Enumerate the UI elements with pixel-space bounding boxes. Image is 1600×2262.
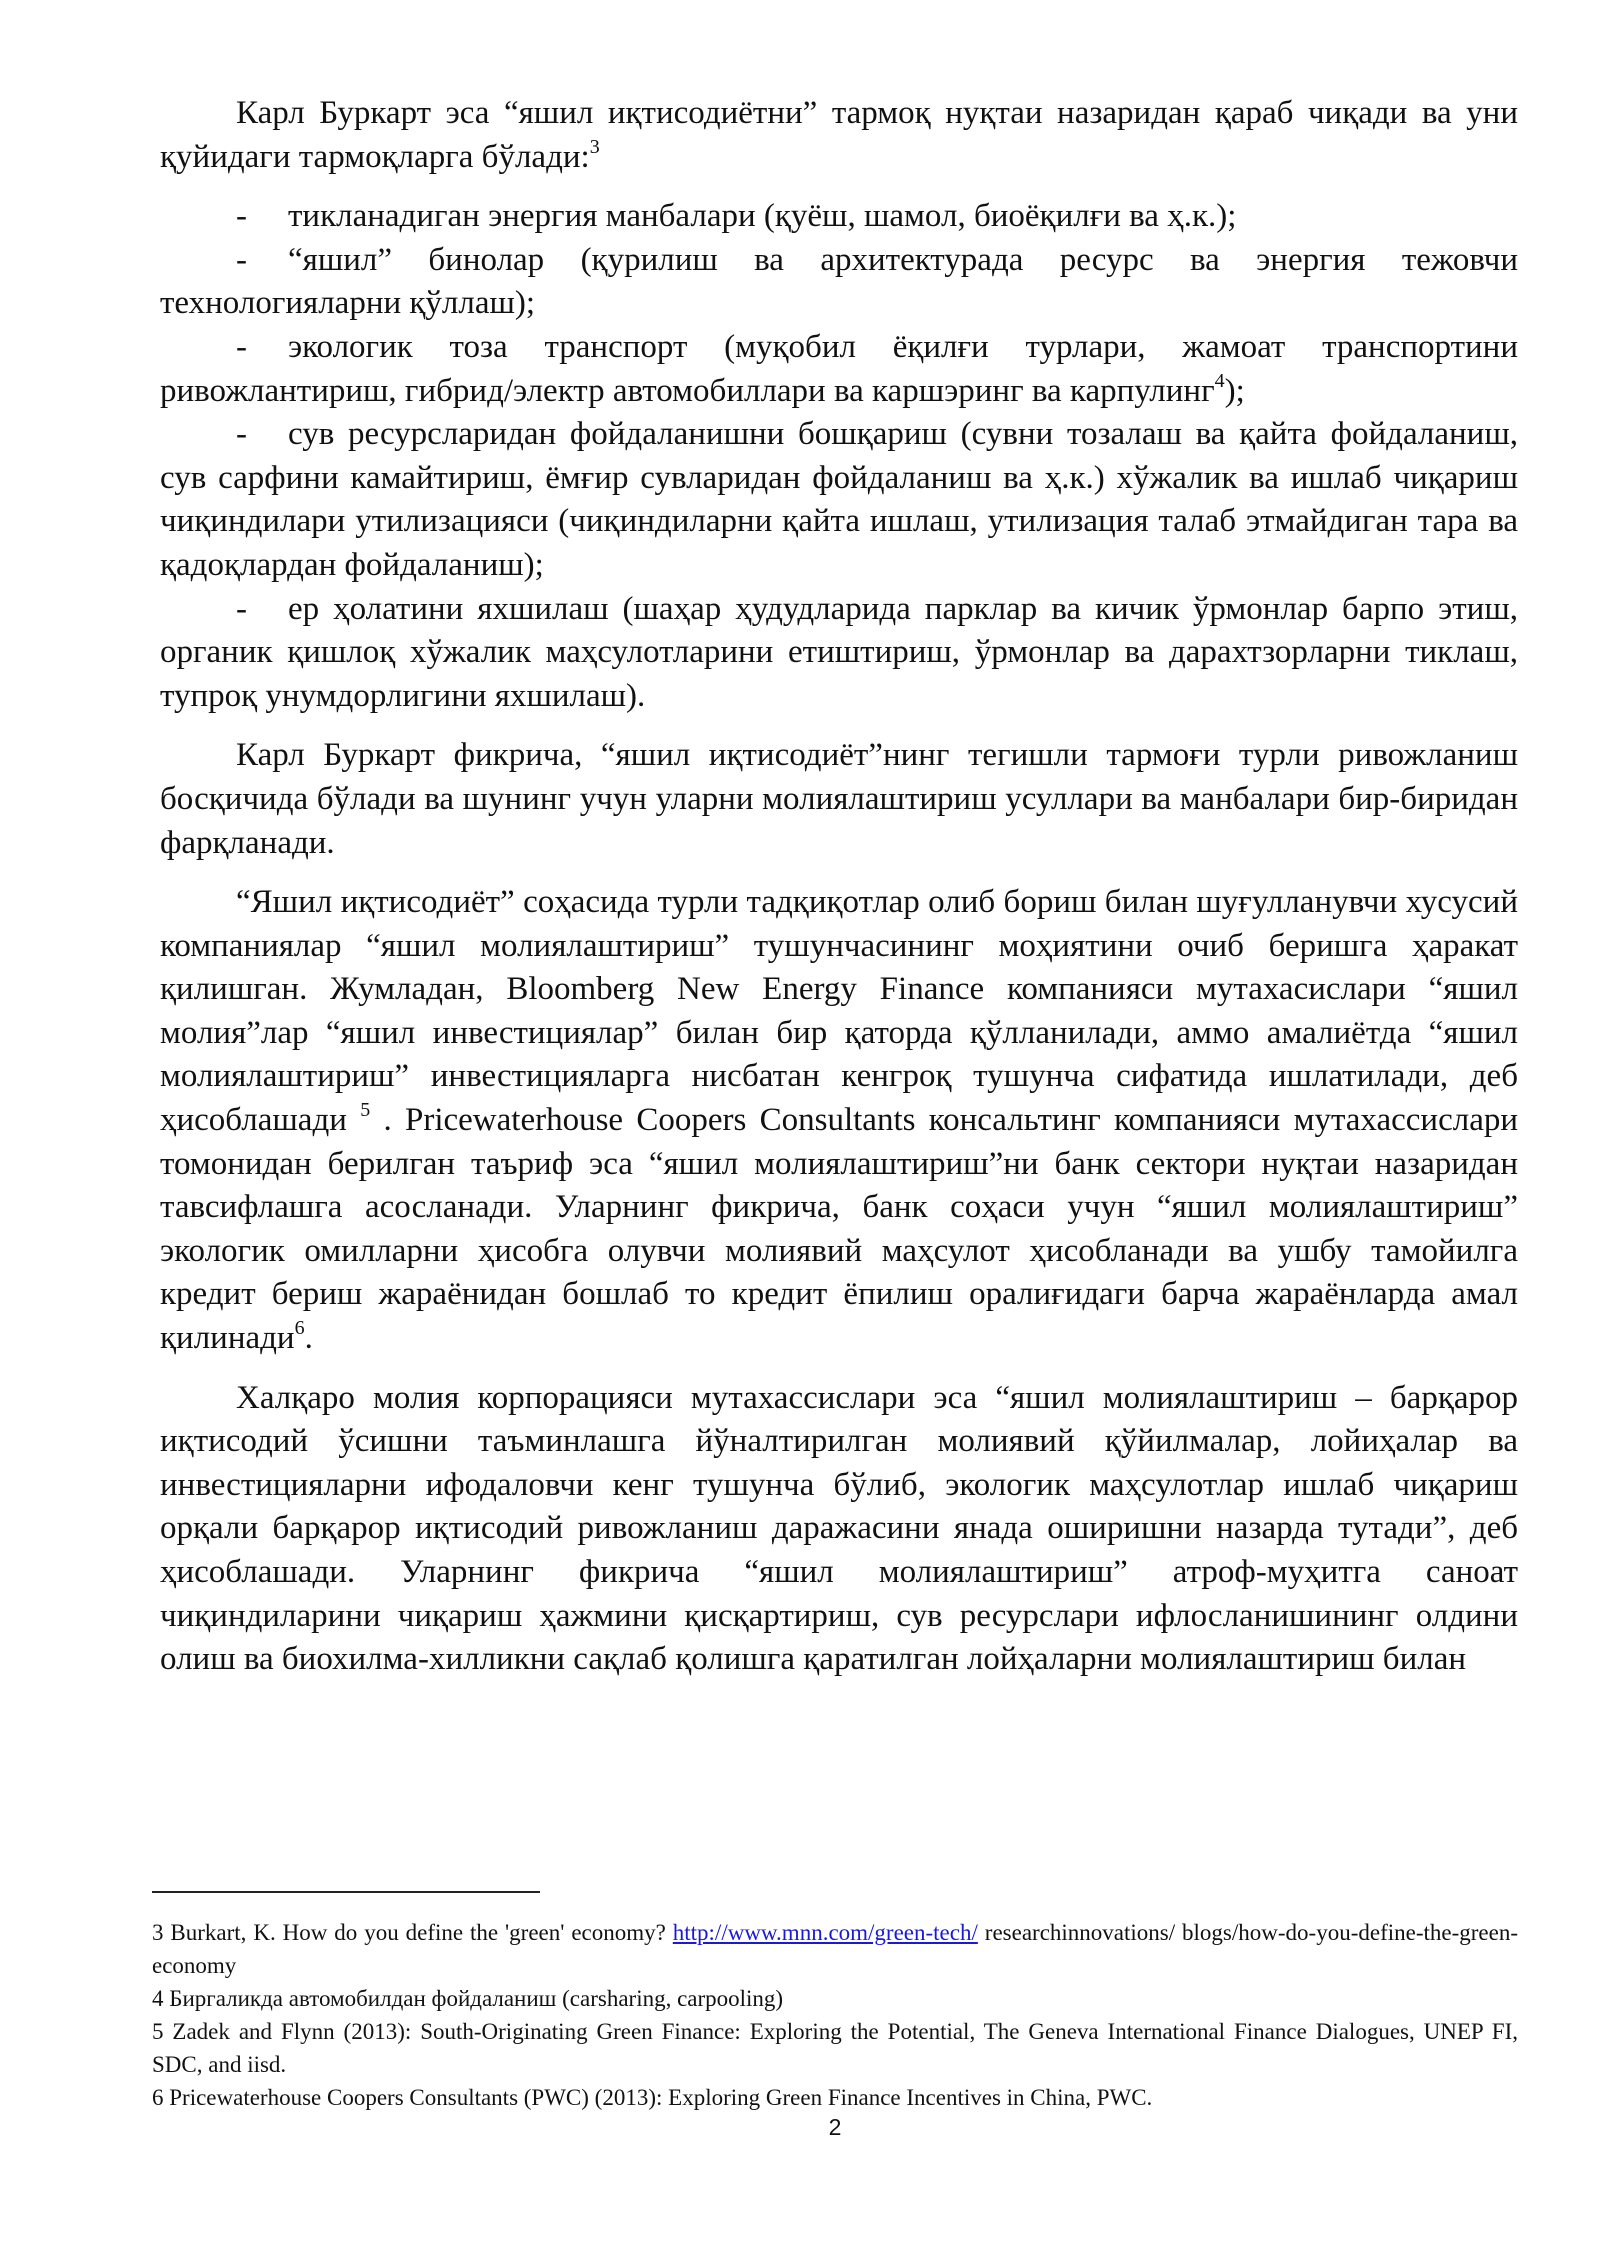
list-item-renewable-energy: - тикланадиган энергия манбалари (қуёш, шамол, биоёқилғи ва ҳ.к.); <box>160 195 1518 239</box>
sector-list <box>160 195 1518 718</box>
footnote-4: 4 Биргаликда автомобилдан фойдаланиш (carsharing, carpooling) <box>152 1986 784 2011</box>
footnote-6: 6 Pricewaterhouse Coopers Consultants (PWC) (2013): Exploring Green Finance Incentives in China, PWC. <box>152 2085 1153 2110</box>
footnote-5: 5 Zadek and Flynn (2013): South-Originating Green Finance: Exploring the Potential, The Geneva International Finance Dialogues, UNEP FI, SDC, and iisd. <box>152 2019 1518 2077</box>
list-dash: - <box>236 241 247 278</box>
footnote-separator <box>152 1891 540 1893</box>
page-number: 2 <box>828 2114 842 2140</box>
list-item-water-resources: - сув ресурсларидан фойдаланишни бошқариш (сувни тозалаш ва қайта фойдаланиш, сув сарфини камайтириш, ёмғир сувларидан фойдаланиш ва ҳ.к.) хўжалик ва ишлаб чиқариш чиқиндилари утилизацияси (чиқиндиларни қайта ишлаш, утилизация талаб этмайдиган тара ва қадоқлардан фойдаланиш); <box>160 413 1518 587</box>
list-dash: - <box>236 416 247 453</box>
paragraph-burkart-opinion: Карл Буркарт фикрича, “яшил иқтисодиёт”нинг тегишли тармоғи турли ривожланиш босқичида бўлади ва шунинг учун уларни молиялаштириш усуллари ва манбалари бир-биридан фарқланади. <box>160 737 1518 861</box>
list-dash: - <box>236 590 247 627</box>
list-dash: - <box>236 328 247 365</box>
paragraph-private-companies: “Яшил иқтисодиёт” соҳасида турли тадқиқотлар олиб бориш билан шуғулланувчи хусусий компаниялар “яшил молиялаштириш” тушунчасининг моҳиятини очиб беришга ҳаракат қилишган. Жумладан, Bloomberg New Energy Finance компанияси мутахасислари “яшил молия”лар “яшил инвестициялар” билан бир қаторда қўлланилади, аммо амалиётда “яшил молиялаштириш” инвестицияларга нисбатан кенгроқ тушунча сифатида ишлатилади, деб ҳисоблашади $^5$ . Pricewaterhouse Coopers Consultants консальтинг компанияси мутахассислари томонидан берилган таъриф эса “яшил молиялаштириш”ни банк сектори нуқтаи назаридан тавсифлашга асосланади. Уларнинг фикрича, банк соҳаси учун “яшил молиялаштириш” экологик омилларни ҳисобга олувчи молиявий маҳсулот ҳисобланади ва ушбу тамойилга кредит бериш жараёнидан бошлаб то кредит ёпилиш оралиғидаги барча жараёнларда амал қилинади$^6$. <box>160 884 1519 1357</box>
footnotes <box>152 1916 1518 2114</box>
paragraph-ifc-definition: Халқаро молия корпорацияси мутахассислари эса “яшил молиялаштириш – барқарор иқтисодий ўсишни таъминлашга йўналтирилган молиявий қўйилмалар, лойиҳалар ва инвестицияларни ифодаловчи кенг тушунча бўлиб, экологик маҳсулотлар ишлаб чиқариш орқали барқарор иқтисодий ривожланиш даражасини янада оширишни назарда тутади”, деб ҳисоблашади. Уларнинг фикрича “яшил молиялаштириш” атроф-муҳитга саноат чиқиндиларини чиқариш ҳажмини қисқартириш, сув ресурслари ифлосланишининг олдини олиш ва биохилма-хилликни сақлаб қолишга қаратилган лойҳаларни молиялаштириш билан <box>160 1379 1518 1678</box>
list-item-clean-transport: - экологик тоза транспорт (муқобил ёқилғи турлари, жамоат транспортини ривожлантириш, гибрид/электр автомобиллари ва каршэринг ва карпулинг$^4$); <box>160 326 1518 413</box>
list-dash: - <box>236 198 247 235</box>
footnote-3-link[interactable]: http://www.mnn.com/green-tech/ <box>672 1920 978 1945</box>
footnote-ref-3[interactable]: 3 <box>589 135 600 158</box>
footnote-ref-4[interactable]: 4 <box>1214 369 1225 392</box>
footnote-ref-6[interactable]: 6 <box>294 1317 305 1340</box>
list-item-land-improvement: - ер ҳолатини яхшилаш (шаҳар ҳудудларида парклар ва кичик ўрмонлар барпо этиш, органик қишлоқ хўжалик маҳсулотларини етиштириш, ўрмонлар ва дарахтзорларни тиклаш, тупроқ унумдорлигини яхшилаш). <box>160 588 1518 719</box>
footnote-3: 3 Burkart, K. How do you define the 'green' economy? http://www.mnn.com/green-tech/ researchinnovations/ blogs/how-do-you-define-the-green-economy <box>152 1920 1518 1978</box>
paragraph-burkart-intro: Карл Буркарт эса “яшил иқтисодиётни” тармоқ нуқтаи назаридан қараб чиқади ва уни қуйидаги тармоқларга бўлади:$^3$ <box>160 95 1518 175</box>
list-item-green-buildings: - “яшил” бинолар (қурилиш ва архитектурада ресурс ва энергия тежовчи технологияларни қўллаш); <box>160 239 1518 326</box>
body-text <box>160 92 1518 1698</box>
footnote-ref-5[interactable]: 5 <box>360 1099 371 1122</box>
